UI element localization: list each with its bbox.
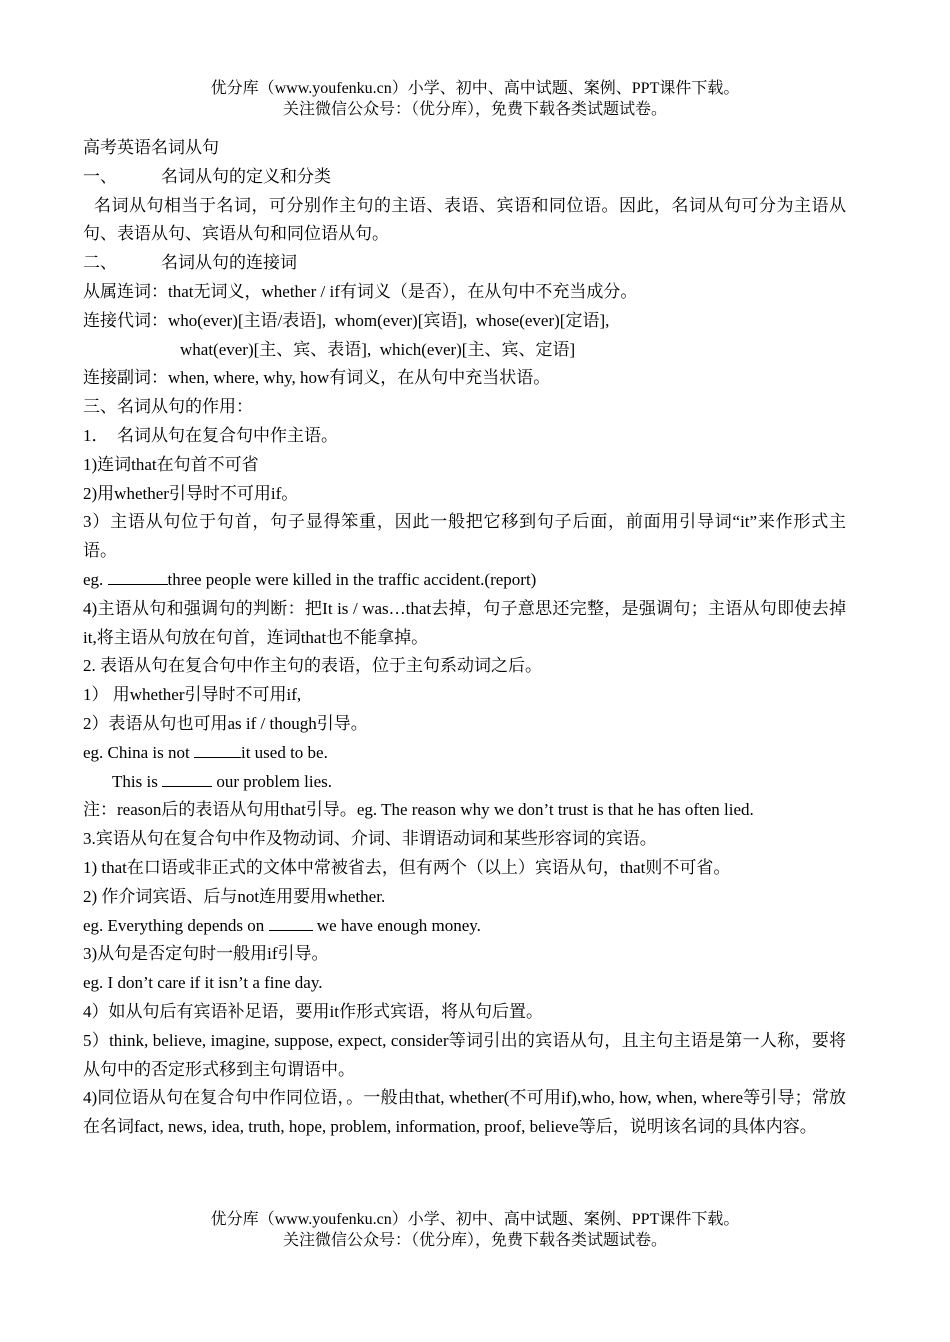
section-1-number: 一、 [83, 166, 117, 186]
point-1-2: 2)用whether引导时不可用if。 [83, 483, 299, 503]
example-prefix: eg. [83, 569, 108, 589]
point-1-3: 3）主语从句位于句首，句子显得笨重，因此一般把它移到句子后面，前面用引导词“it”来作形式主语。 [83, 512, 846, 561]
point-3-2: 2) 作介词宾语、后与not连用要用whether. [83, 886, 386, 906]
point-2-example-1 [83, 739, 846, 768]
fill-blank [162, 768, 212, 787]
connective-adverbs: 连接副词：when, where, why, how有词义，在从句中充当状语。 [83, 368, 551, 388]
header-line-1: 优分库（www.youfenku.cn）小学、初中、高中试题、案例、PPT课件下载。 [210, 80, 740, 97]
point-3-3: 3)从句是否定句时一般用if引导。 [83, 944, 329, 964]
connective-pronouns-cont: what(ever)[主、宾、表语], which(ever)[主、宾、定语] [180, 339, 576, 359]
footer-line-2: 关注微信公众号：（优分库），免费下载各类试题试卷。 [282, 1232, 667, 1249]
header-line-2: 关注微信公众号：（优分库），免费下载各类试题试卷。 [282, 101, 667, 118]
example-prefix: eg. China is not [83, 742, 194, 762]
point-1-1: 1)连词that在句首不可省 [83, 454, 259, 474]
document-body [83, 134, 846, 1142]
point-2: 2. 表语从句在复合句中作主句的表语，位于主句系动词之后。 [83, 656, 542, 676]
fill-blank [269, 912, 313, 931]
point-3-example-1 [83, 912, 846, 941]
connective-pronouns: 连接代词：who(ever)[主语/表语], whom(ever)[宾语], whose(ever)[定语], [83, 310, 610, 330]
point-2-note: 注：reason后的表语从句用that引导。eg. The reason why we don’t trust is that he has often lied. [83, 800, 754, 820]
point-2-1: 1） 用whether引导时不可用if, [83, 685, 302, 705]
example-text: it used to be. [240, 742, 328, 762]
point-3: 3.宾语从句在复合句中作及物动词、介词、非谓语动词和某些形容词的宾语。 [83, 829, 657, 849]
fill-blank [194, 739, 241, 758]
example-prefix: This is [112, 771, 163, 791]
point-2-2: 2）表语从句也可用as if / though引导。 [83, 713, 368, 733]
section-2-heading [83, 249, 846, 278]
subordinating-conjunctions: 从属连词：that无词义，whether / if有词义（是否），在从句中不充当成分。 [83, 281, 638, 301]
section-1-body: 名词从句相当于名词，可分别作主句的主语、表语、宾语和同位语。因此，名词从句可分为主语从句、表语从句、宾语从句和同位语从句。 [83, 195, 846, 244]
point-3-5: 5）think, believe, imagine, suppose, expect, consider等词引出的宾语从句，且主句主语是第一人称，要将从句中的否定形式移到主句谓语中。 [83, 1030, 846, 1079]
example-prefix: eg. Everything depends on [83, 915, 269, 935]
point-3-example-2: eg. I don’t care if it isn’t a fine day. [83, 973, 323, 993]
point-1-4: 4)主语从句和强调句的判断：把It is / was…that去掉，句子意思还完整，是强调句；主语从句即使去掉it,将主语从句放在句首，连词that也不能拿掉。 [83, 598, 846, 647]
document-title: 高考英语名词从句 [83, 138, 219, 157]
point-1: 1． 名词从句在复合句中作主语。 [83, 425, 338, 445]
point-4: 4)同位语从句在复合句中作同位语，。一般由that, whether(不可用if),who, how, when, where等引导；常放在名词fact, news, idea, truth, hope, problem, information, proof, believe等后，说明该名词的具体内容。 [83, 1088, 846, 1137]
section-2-title: 名词从句的连接词 [161, 253, 297, 273]
section-1-title: 名词从句的定义和分类 [161, 166, 331, 186]
point-3-1: 1) that在口语或非正式的文体中常被省去，但有两个（以上）宾语从句，that则不可省。 [83, 857, 731, 877]
example-text: we have enough money. [312, 915, 481, 935]
section-1-heading [83, 163, 846, 192]
section-3-heading: 三、名词从句的作用： [83, 397, 253, 417]
point-3-4: 4）如从句后有宾语补足语，要用it作形式宾语，将从句后置。 [83, 1001, 543, 1021]
point-2-example-2 [83, 768, 846, 797]
section-2-number: 二、 [83, 253, 117, 273]
footer-line-1: 优分库（www.youfenku.cn）小学、初中、高中试题、案例、PPT课件下载。 [210, 1211, 740, 1228]
example-text: three people were killed in the traffic accident.(report) [167, 569, 537, 589]
example-text: our problem lies. [212, 771, 332, 791]
point-1-example [83, 566, 846, 595]
fill-blank [108, 566, 168, 585]
page-footer [0, 1209, 950, 1251]
page-header [0, 78, 950, 120]
